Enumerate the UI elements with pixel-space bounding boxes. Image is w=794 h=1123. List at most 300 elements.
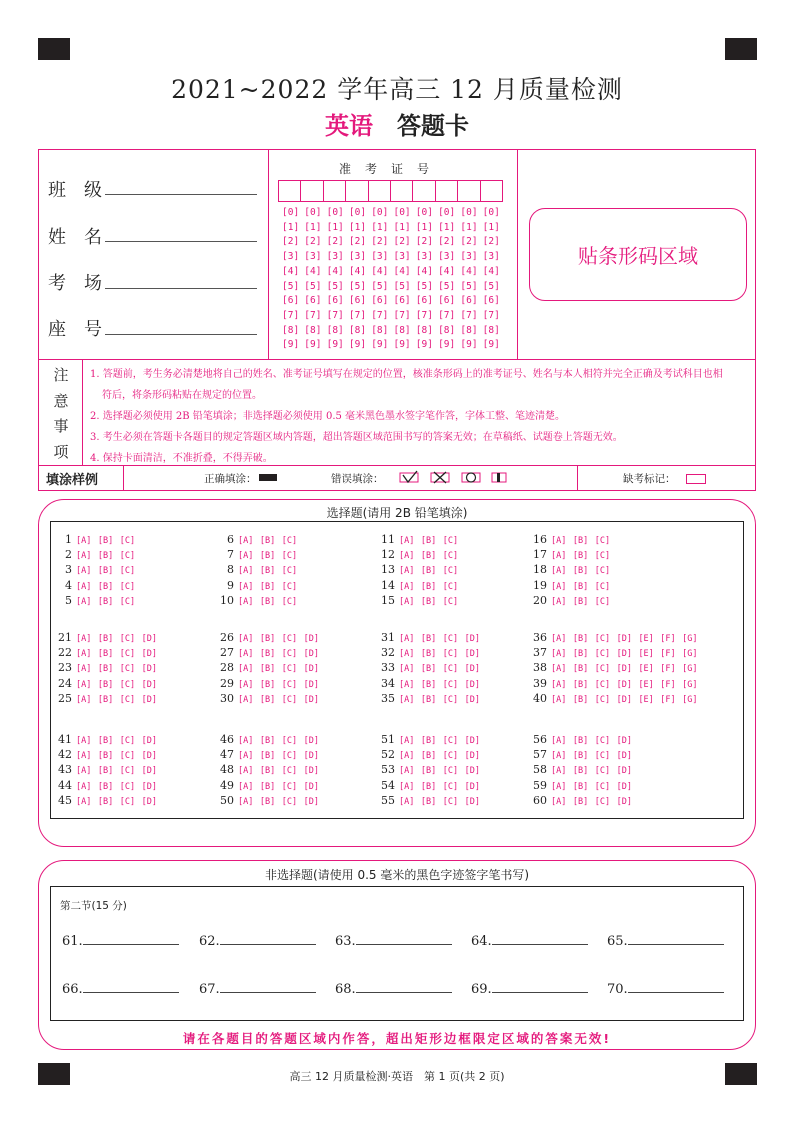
option-bubble[interactable]: [D] [616,664,632,675]
option-bubble[interactable]: [B] [572,781,589,792]
option-bubble[interactable]: [C] [281,694,298,705]
digit-bubble[interactable]: [0] [393,207,411,218]
option-bubble[interactable]: [A] [238,664,254,675]
option-bubble[interactable]: [A] [238,751,254,762]
option-bubble[interactable]: [D] [616,634,632,644]
option-bubble[interactable]: [C] [594,766,611,777]
answer-line[interactable] [471,980,588,997]
option-bubble[interactable]: [A] [238,796,254,807]
option-bubble[interactable]: [C] [281,796,298,807]
answer-underline[interactable] [628,980,724,993]
option-bubble[interactable]: [A] [76,694,92,705]
option-bubble[interactable]: [B] [572,581,589,592]
digit-bubble[interactable]: [6] [282,295,300,307]
option-bubble[interactable]: [F] [660,649,676,660]
digit-bubble[interactable]: [4] [282,265,300,277]
digit-bubble[interactable]: [8] [482,324,500,336]
digit-bubble[interactable]: [9] [371,339,389,351]
digit-bubble[interactable]: [6] [326,295,344,307]
option-bubble[interactable]: [E] [638,634,654,644]
digit-bubble[interactable]: [8] [415,324,433,336]
option-bubble[interactable]: [D] [616,736,632,746]
digit-bubble[interactable]: [2] [326,236,344,248]
option-bubble[interactable]: [D] [141,634,157,644]
option-bubble[interactable]: [C] [442,581,459,592]
digit-bubble[interactable]: [0] [415,207,433,218]
option-bubble[interactable]: [A] [76,551,92,562]
digit-bubble[interactable]: [3] [482,251,500,263]
option-bubble[interactable]: [C] [594,781,611,792]
digit-bubble[interactable]: [9] [393,339,411,351]
digit-bubble[interactable]: [6] [393,295,411,307]
option-bubble[interactable]: [B] [259,664,276,675]
option-bubble[interactable]: [B] [572,751,589,762]
digit-bubble[interactable]: [7] [482,309,500,321]
option-bubble[interactable]: [D] [141,694,157,705]
option-bubble[interactable]: [B] [97,566,114,577]
option-bubble[interactable]: [C] [442,796,459,807]
option-bubble[interactable]: [D] [616,649,632,660]
digit-bubble[interactable]: [9] [348,339,367,351]
digit-bubble[interactable]: [8] [348,324,367,336]
digit-bubble[interactable]: [8] [371,324,389,336]
option-bubble[interactable]: [A] [399,751,415,762]
option-bubble[interactable]: [A] [76,736,92,746]
option-bubble[interactable]: [B] [97,694,114,705]
digit-bubble[interactable]: [9] [282,339,300,351]
digit-bubble[interactable]: [1] [438,221,456,233]
option-bubble[interactable]: [B] [420,566,437,577]
option-bubble[interactable]: [D] [464,649,480,660]
option-bubble[interactable]: [C] [442,751,459,762]
option-bubble[interactable]: [C] [594,751,611,762]
option-bubble[interactable]: [B] [420,596,437,607]
option-bubble[interactable]: [A] [238,766,254,777]
digit-bubble[interactable]: [0] [438,207,456,218]
digit-bubble[interactable]: [8] [326,324,344,336]
option-bubble[interactable]: [B] [259,566,276,577]
digit-bubble[interactable]: [3] [371,251,389,263]
digit-bubble[interactable]: [2] [371,236,389,248]
digit-bubble[interactable]: [4] [393,265,411,277]
digit-bubble[interactable]: [6] [304,295,322,307]
option-bubble[interactable]: [G] [682,694,698,705]
option-bubble[interactable]: [B] [97,551,114,562]
answer-line[interactable] [335,932,452,949]
digit-bubble[interactable]: [2] [304,236,322,248]
option-bubble[interactable]: [B] [572,766,589,777]
digit-bubble[interactable]: [2] [348,236,367,248]
option-bubble[interactable]: [D] [303,694,319,705]
digit-bubble[interactable]: [7] [304,309,322,321]
option-bubble[interactable]: [C] [594,536,611,546]
digit-bubble[interactable]: [5] [371,280,389,292]
digit-bubble[interactable]: [2] [415,236,433,248]
digit-bubble[interactable]: [1] [282,221,300,233]
digit-bubble[interactable]: [7] [393,309,411,321]
option-bubble[interactable]: [B] [259,649,276,660]
option-bubble[interactable]: [B] [572,694,589,705]
option-bubble[interactable]: [A] [399,566,415,577]
option-bubble[interactable]: [A] [238,551,254,562]
option-bubble[interactable]: [C] [442,634,459,644]
option-bubble[interactable]: [C] [119,649,136,660]
option-bubble[interactable]: [A] [551,796,567,807]
option-bubble[interactable]: [A] [399,766,415,777]
digit-bubble[interactable]: [5] [348,280,367,292]
digit-bubble[interactable]: [9] [326,339,344,351]
option-bubble[interactable]: [B] [572,649,589,660]
option-bubble[interactable]: [A] [551,536,567,546]
digit-bubble[interactable]: [8] [282,324,300,336]
digit-bubble[interactable]: [2] [482,236,500,248]
option-bubble[interactable]: [C] [442,566,459,577]
option-bubble[interactable]: [A] [551,581,567,592]
digit-bubble[interactable]: [0] [460,207,478,218]
option-bubble[interactable]: [C] [281,551,298,562]
option-bubble[interactable]: [C] [119,694,136,705]
digit-bubble[interactable]: [2] [460,236,478,248]
option-bubble[interactable]: [C] [119,679,136,690]
option-bubble[interactable]: [C] [281,736,298,746]
option-bubble[interactable]: [C] [119,634,136,644]
option-bubble[interactable]: [D] [616,796,632,807]
option-bubble[interactable]: [D] [464,634,480,644]
digit-bubble[interactable]: [5] [460,280,478,292]
option-bubble[interactable]: [A] [238,581,254,592]
option-bubble[interactable]: [A] [76,566,92,577]
option-bubble[interactable]: [F] [660,664,676,675]
option-bubble[interactable]: [A] [238,649,254,660]
option-bubble[interactable]: [A] [238,596,254,607]
option-bubble[interactable]: [C] [594,736,611,746]
option-bubble[interactable]: [B] [97,751,114,762]
option-bubble[interactable]: [A] [76,766,92,777]
option-bubble[interactable]: [B] [572,679,589,690]
answer-line[interactable] [199,980,316,997]
answer-line[interactable] [471,932,588,949]
option-bubble[interactable]: [B] [259,694,276,705]
option-bubble[interactable]: [D] [141,649,157,660]
option-bubble[interactable]: [B] [259,796,276,807]
option-bubble[interactable]: [B] [259,551,276,562]
option-bubble[interactable]: [A] [551,751,567,762]
option-bubble[interactable]: [B] [97,796,114,807]
digit-bubble[interactable]: [1] [348,221,367,233]
answer-line[interactable] [62,980,179,997]
option-bubble[interactable]: [D] [141,679,157,690]
digit-bubble[interactable]: [8] [393,324,411,336]
option-bubble[interactable]: [C] [442,596,459,607]
option-bubble[interactable]: [B] [572,634,589,644]
digit-bubble[interactable]: [3] [415,251,433,263]
digit-bubble[interactable]: [5] [282,280,300,292]
option-bubble[interactable]: [B] [572,664,589,675]
digit-bubble[interactable]: [3] [282,251,300,263]
field-room-input[interactable] [105,288,257,289]
option-bubble[interactable]: [A] [76,634,92,644]
option-bubble[interactable]: [C] [119,664,136,675]
digit-bubble[interactable]: [7] [415,309,433,321]
option-bubble[interactable]: [A] [551,736,567,746]
answer-underline[interactable] [492,932,588,945]
option-bubble[interactable]: [C] [442,694,459,705]
option-bubble[interactable]: [A] [399,664,415,675]
digit-bubble[interactable]: [0] [326,207,344,218]
option-bubble[interactable]: [E] [638,649,654,660]
option-bubble[interactable]: [B] [259,581,276,592]
digit-bubble[interactable]: [3] [326,251,344,263]
option-bubble[interactable]: [A] [551,694,567,705]
option-bubble[interactable]: [B] [420,781,437,792]
digit-bubble[interactable]: [0] [282,207,300,218]
digit-bubble[interactable]: [6] [415,295,433,307]
option-bubble[interactable]: [A] [76,796,92,807]
option-bubble[interactable]: [A] [399,634,415,644]
answer-line[interactable] [335,980,452,997]
exam-number-boxes[interactable] [278,180,503,202]
option-bubble[interactable]: [C] [281,679,298,690]
digit-bubble[interactable]: [1] [482,221,500,233]
digit-bubble[interactable]: [2] [282,236,300,248]
digit-bubble[interactable]: [7] [348,309,367,321]
option-bubble[interactable]: [E] [638,664,654,675]
digit-bubble[interactable]: [7] [460,309,478,321]
field-seat-input[interactable] [105,334,257,335]
digit-bubble[interactable]: [3] [348,251,367,263]
option-bubble[interactable]: [E] [638,694,654,705]
option-bubble[interactable]: [A] [76,679,92,690]
option-bubble[interactable]: [C] [281,781,298,792]
option-bubble[interactable]: [A] [399,536,415,546]
option-bubble[interactable]: [A] [399,694,415,705]
digit-bubble[interactable]: [6] [482,295,500,307]
option-bubble[interactable]: [D] [303,766,319,777]
digit-bubble[interactable]: [7] [371,309,389,321]
answer-underline[interactable] [492,980,588,993]
digit-bubble[interactable]: [4] [415,265,433,277]
option-bubble[interactable]: [B] [420,581,437,592]
option-bubble[interactable]: [F] [660,679,676,690]
digit-bubble[interactable]: [0] [348,207,367,218]
option-bubble[interactable]: [A] [76,649,92,660]
option-bubble[interactable]: [C] [281,536,298,546]
digit-bubble[interactable]: [4] [438,265,456,277]
option-bubble[interactable]: [A] [238,634,254,644]
option-bubble[interactable]: [A] [76,596,92,607]
option-bubble[interactable]: [B] [572,736,589,746]
option-bubble[interactable]: [D] [303,634,319,644]
digit-bubble[interactable]: [7] [326,309,344,321]
option-bubble[interactable]: [B] [97,736,114,746]
option-bubble[interactable]: [A] [399,796,415,807]
answer-line[interactable] [607,932,724,949]
option-bubble[interactable]: [C] [281,751,298,762]
option-bubble[interactable]: [B] [420,679,437,690]
digit-bubble[interactable]: [1] [393,221,411,233]
digit-bubble[interactable]: [4] [304,265,322,277]
answer-line[interactable] [199,932,316,949]
digit-bubble[interactable]: [5] [482,280,500,292]
option-bubble[interactable]: [A] [399,679,415,690]
digit-bubble[interactable]: [2] [438,236,456,248]
option-bubble[interactable]: [B] [420,736,437,746]
digit-bubble[interactable]: [3] [438,251,456,263]
digit-bubble[interactable]: [1] [371,221,389,233]
option-bubble[interactable]: [C] [594,596,611,607]
digit-bubble[interactable]: [0] [482,207,500,218]
option-bubble[interactable]: [D] [616,679,632,690]
digit-bubble[interactable]: [3] [460,251,478,263]
option-bubble[interactable]: [G] [682,664,698,675]
option-bubble[interactable]: [B] [420,536,437,546]
option-bubble[interactable]: [B] [259,751,276,762]
option-bubble[interactable]: [B] [97,634,114,644]
option-bubble[interactable]: [A] [551,664,567,675]
digit-bubble[interactable]: [1] [415,221,433,233]
option-bubble[interactable]: [A] [551,781,567,792]
option-bubble[interactable]: [B] [572,796,589,807]
answer-underline[interactable] [83,932,179,945]
option-bubble[interactable]: [C] [594,649,611,660]
option-bubble[interactable]: [D] [464,766,480,777]
option-bubble[interactable]: [A] [238,536,254,546]
answer-line[interactable] [607,980,724,997]
answer-line[interactable] [62,932,179,949]
option-bubble[interactable]: [B] [420,766,437,777]
option-bubble[interactable]: [C] [442,536,459,546]
digit-bubble[interactable]: [6] [371,295,389,307]
digit-bubble[interactable]: [4] [326,265,344,277]
digit-bubble[interactable]: [6] [348,295,367,307]
option-bubble[interactable]: [B] [420,551,437,562]
digit-bubble[interactable]: [4] [482,265,500,277]
digit-bubble[interactable]: [5] [393,280,411,292]
option-bubble[interactable]: [D] [141,766,157,777]
option-bubble[interactable]: [B] [420,751,437,762]
option-bubble[interactable]: [A] [551,596,567,607]
field-name-input[interactable] [105,241,257,242]
field-class-input[interactable] [105,194,257,195]
option-bubble[interactable]: [A] [76,781,92,792]
option-bubble[interactable]: [C] [442,766,459,777]
digit-bubble[interactable]: [7] [438,309,456,321]
option-bubble[interactable]: [C] [119,766,136,777]
option-bubble[interactable]: [A] [238,781,254,792]
option-bubble[interactable]: [B] [97,536,114,546]
option-bubble[interactable]: [G] [682,679,698,690]
option-bubble[interactable]: [C] [281,649,298,660]
absent-mark-box[interactable] [686,474,706,484]
option-bubble[interactable]: [A] [238,566,254,577]
digit-bubble[interactable]: [4] [348,265,367,277]
option-bubble[interactable]: [D] [141,736,157,746]
option-bubble[interactable]: [G] [682,634,698,644]
option-bubble[interactable]: [D] [464,796,480,807]
option-bubble[interactable]: [B] [420,694,437,705]
option-bubble[interactable]: [B] [259,736,276,746]
option-bubble[interactable]: [B] [420,796,437,807]
option-bubble[interactable]: [C] [442,781,459,792]
option-bubble[interactable]: [A] [551,566,567,577]
digit-bubble[interactable]: [3] [393,251,411,263]
answer-underline[interactable] [628,932,724,945]
option-bubble[interactable]: [B] [420,664,437,675]
digit-bubble[interactable]: [6] [438,295,456,307]
option-bubble[interactable]: [C] [281,596,298,607]
digit-bubble[interactable]: [5] [438,280,456,292]
digit-bubble[interactable]: [2] [393,236,411,248]
option-bubble[interactable]: [D] [616,766,632,777]
option-bubble[interactable]: [A] [551,551,567,562]
digit-bubble[interactable]: [8] [304,324,322,336]
option-bubble[interactable]: [E] [638,679,654,690]
option-bubble[interactable]: [F] [660,694,676,705]
option-bubble[interactable]: [B] [97,649,114,660]
digit-bubble[interactable]: [1] [326,221,344,233]
answer-underline[interactable] [83,980,179,993]
option-bubble[interactable]: [D] [464,664,480,675]
option-bubble[interactable]: [C] [119,536,136,546]
digit-bubble[interactable]: [9] [415,339,433,351]
option-bubble[interactable]: [C] [594,796,611,807]
option-bubble[interactable]: [C] [119,596,136,607]
option-bubble[interactable]: [D] [464,736,480,746]
digit-bubble[interactable]: [9] [304,339,322,351]
option-bubble[interactable]: [B] [259,766,276,777]
option-bubble[interactable]: [D] [616,781,632,792]
digit-bubble[interactable]: [7] [282,309,300,321]
option-bubble[interactable]: [G] [682,649,698,660]
option-bubble[interactable]: [D] [464,781,480,792]
digit-bubble[interactable]: [5] [304,280,322,292]
option-bubble[interactable]: [C] [281,581,298,592]
option-bubble[interactable]: [B] [259,634,276,644]
digit-bubble[interactable]: [9] [482,339,500,351]
option-bubble[interactable]: [D] [141,781,157,792]
option-bubble[interactable]: [C] [119,751,136,762]
option-bubble[interactable]: [A] [551,634,567,644]
option-bubble[interactable]: [D] [616,694,632,705]
option-bubble[interactable]: [B] [97,679,114,690]
option-bubble[interactable]: [C] [594,551,611,562]
option-bubble[interactable]: [B] [259,781,276,792]
option-bubble[interactable]: [D] [464,679,480,690]
option-bubble[interactable]: [B] [572,596,589,607]
option-bubble[interactable]: [C] [119,566,136,577]
option-bubble[interactable]: [C] [594,694,611,705]
option-bubble[interactable]: [C] [119,736,136,746]
option-bubble[interactable]: [A] [399,736,415,746]
digit-bubble[interactable]: [1] [460,221,478,233]
exam-number-bubble-grid[interactable] [282,206,505,353]
option-bubble[interactable]: [C] [119,551,136,562]
option-bubble[interactable]: [A] [399,649,415,660]
option-bubble[interactable]: [C] [442,551,459,562]
option-bubble[interactable]: [B] [420,634,437,644]
option-bubble[interactable]: [D] [616,751,632,762]
option-bubble[interactable]: [C] [281,766,298,777]
option-bubble[interactable]: [D] [303,736,319,746]
digit-bubble[interactable]: [0] [304,207,322,218]
option-bubble[interactable]: [C] [442,649,459,660]
option-bubble[interactable]: [C] [119,781,136,792]
answer-underline[interactable] [220,932,316,945]
option-bubble[interactable]: [D] [303,649,319,660]
option-bubble[interactable]: [A] [399,596,415,607]
option-bubble[interactable]: [C] [442,736,459,746]
option-bubble[interactable]: [A] [551,766,567,777]
